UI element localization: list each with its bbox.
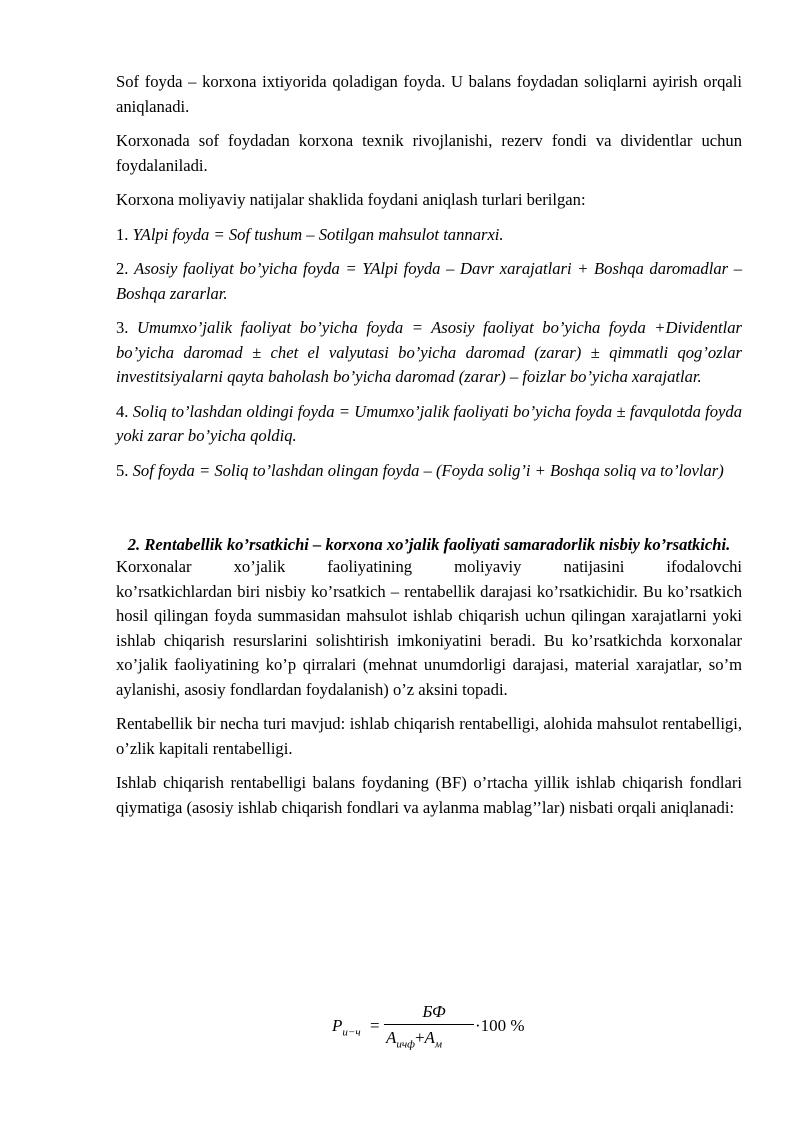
list-number: 2. [116, 259, 129, 278]
list-item-5 [116, 459, 742, 484]
list-number: 3. [116, 318, 129, 337]
paragraph-sof-foyda: Sof foyda – korxona ixtiyorida qoladigan foyda. U balans foydadan soliqlarni ayirish orqali aniqlanadi. [116, 72, 742, 116]
formula-equals: = [370, 1016, 380, 1035]
list-text: Soliq to’lashdan oldingi foyda = Umumxo’jalik faoliyati bo’yicha foyda ± favqulotda foyda yoki zarar bo’yicha qoldiq. [116, 401, 742, 445]
paragraph-rentabellik-types: Rentabellik bir necha turi mavjud: ishlab chiqarish rentabelligi, alohida mahsulot rentabelligi, o’zlik kapitali rentabelligi. [116, 714, 742, 758]
list-item-4 [116, 400, 742, 449]
paragraph-production-rentabellik: Ishlab chiqarish rentabelligi balans foydaning (BF) o’rtacha yillik ishlab chiqarish fondlari qiymatiga (asosiy ishlab chiqarish fondlari va aylanma mablag’’lar) nisbati orqali aniqlanadi: [116, 773, 742, 817]
paragraph-sof-foyda-usage: Korxonada sof foydadan korxona texnik rivojlanishi, rezerv fondi va dividentlar uchun foydalaniladi. [116, 131, 742, 175]
list-text: Umumxo’jalik faoliyat bo’yicha foyda = Asosiy faoliyat bo’yicha foyda +Dividentlar bo’yicha daromad ± chet el valyutasi bo’yicha daromad (zarar) ± qimmatli qog’ozlar investitsiyalarni qayta baholash bo’yicha daromad (zarar) – foizlar bo’yicha xarajatlar. [116, 318, 742, 386]
list-item-1 [116, 223, 742, 248]
list-text: Sof foyda = Soliq to’lashdan olingan foyda – (Foyda solig’i + Boshqa soliq va to’lovlar) [132, 460, 724, 480]
list-number: 5. [116, 460, 129, 480]
paragraph-rentabellik: ko’rsatkichlardan biri nisbiy ko’rsatkich – rentabellik darajasi ko’rsatkichidir. Bu ko’rsatkich hosil qilingan foyda summasidan mahsulot ishlab chiqarish uchun qilingan xarajatlarni yoki ishlab chiqarish resurslarini solishtirish imkoniyatini beradi. Bu ko’rsatkichda korxonalar xo’jalik faoliyatining ko’p qirralari (mehnat unumdorligi darajasi, material xarajatlar, so’m aylanishi, asosiy fondlardan foydalanish) o’z aksini topadi. [116, 581, 742, 699]
rentabellik-formula [332, 1002, 592, 1062]
formula-numerator: БФ [422, 1002, 446, 1021]
formula-lhs: $P_{и-ч}$ [332, 1016, 361, 1039]
list-text: YAlpi foyda = Sof tushum – Sotilgan mahsulot tannarxi. [132, 224, 504, 244]
list-item-2 [116, 257, 742, 306]
formula-denominator: $A_{ичф}+A_м$ [386, 1028, 442, 1051]
list-item-3 [116, 316, 742, 390]
list-text: Asosiy faoliyat bo’yicha foyda = YAlpi foyda – Davr xarajatlari + Boshqa daromadlar – Boshqa zararlar. [116, 259, 743, 303]
formula-multiplier: ·100 % [475, 1016, 525, 1035]
section-heading: 2. Rentabellik ko’rsatkichi – korxona xo’jalik faoliyati samaradorlik nisbiy ko’rsatkichi. [127, 535, 731, 554]
paragraph-list-intro: Korxona moliyaviy natijalar shaklida foydani aniqlash turlari berilgan: [116, 190, 586, 209]
paragraph-rentabellik-first-line: Korxonalar xo’jalik faoliyatining moliyaviy natijasini ifodalovchi [116, 557, 742, 576]
list-number: 4. [116, 401, 129, 421]
list-number: 1. [116, 224, 129, 244]
fraction-bar [384, 1024, 474, 1025]
